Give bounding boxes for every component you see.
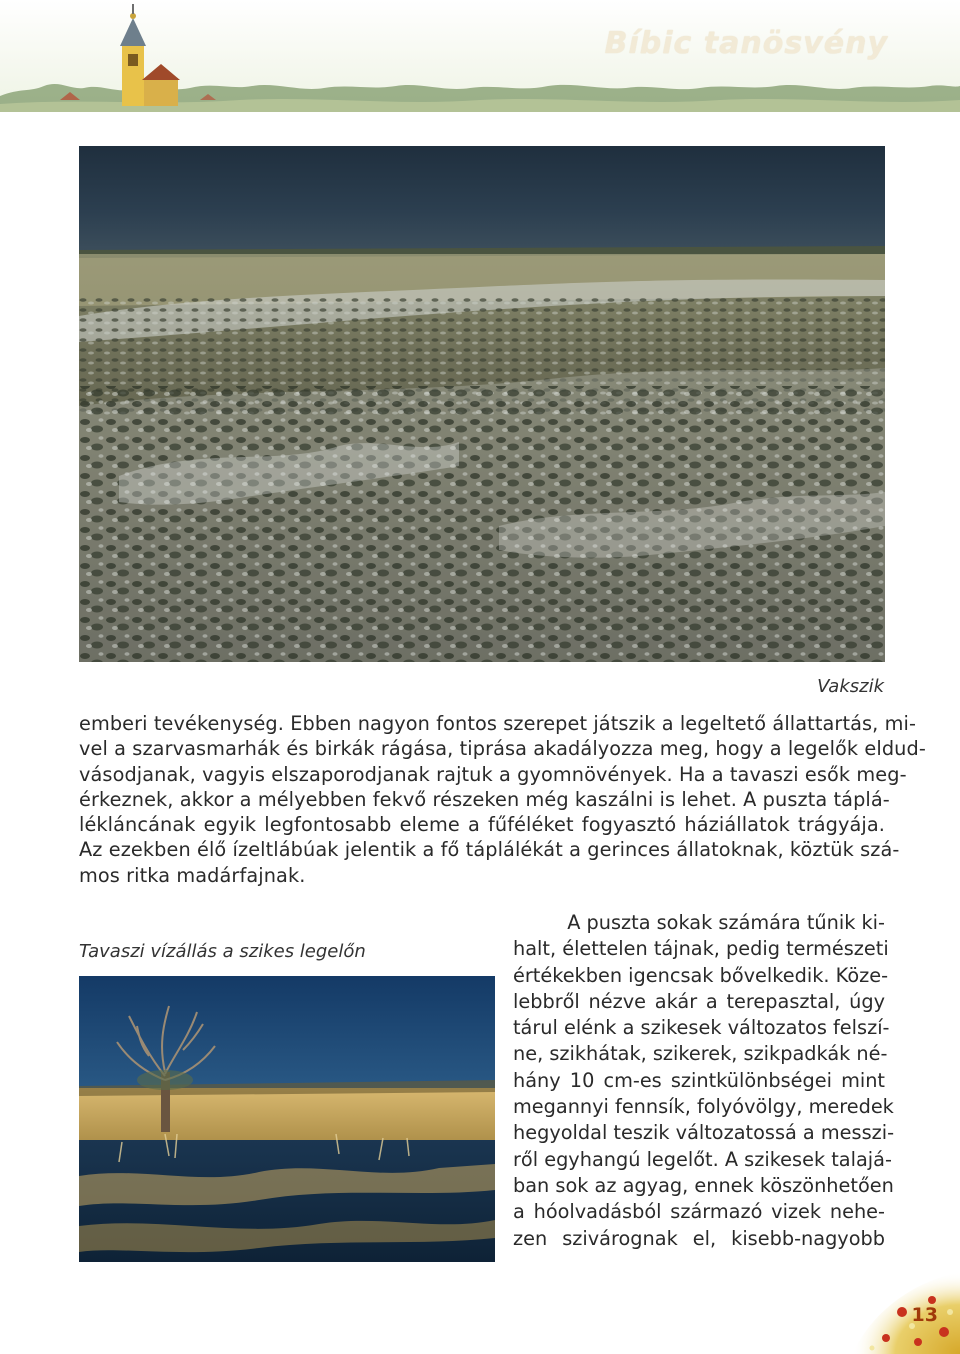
column-line: megannyi fennsík, folyóvölgy, meredek	[513, 1095, 894, 1119]
column-line: A puszta sokak számára tűnik ki-	[567, 911, 885, 934]
body-paragraph	[79, 711, 926, 888]
photo-caption-lake: Tavaszi vízállás a szikes legelőn	[79, 941, 366, 962]
paragraph-line: érkeznek, akkor a mélyebben fekvő részeken még kaszálni is lehet. A puszta táplá-	[79, 787, 890, 811]
column-line: ről egyhangú legelőt. A szikesek talajá-	[513, 1147, 892, 1171]
vakszik-photo	[79, 146, 885, 662]
paragraph-line: emberi tevékenység. Ebben nagyon fontos szerepet játszik a legeltető állattartás, mi-	[79, 712, 917, 735]
column-line: halt, élettelen tájnak, pedig természeti	[513, 937, 889, 961]
flower-corner-decoration	[832, 1272, 960, 1354]
column-line: ne, szikhátak, szikerek, szikpadkák né-	[513, 1042, 888, 1066]
right-column-text	[513, 910, 895, 1252]
column-line: tárul elénk a szikesek változatos felszí-	[513, 1016, 890, 1040]
column-line: zen szivárognak el, kisebb-nagyobb	[513, 1226, 885, 1250]
paragraph-line: Az ezekben élő ízeltlábúak jelentik a fő táplálékát a gerinces állatoknak, köztük szá-	[79, 838, 900, 862]
spring-water-photo	[79, 976, 495, 1262]
column-line: lebbről nézve akár a terepasztal, úgy	[513, 989, 885, 1013]
series-title: Bíbic tanösvény	[604, 26, 888, 61]
column-line: hegyoldal teszik változatossá a messzi-	[513, 1121, 895, 1145]
column-line: értékekben igencsak bővelkedik. Köze-	[513, 963, 889, 987]
photo-caption-vakszik: Vakszik	[817, 676, 884, 697]
column-line: a hóolvadásból származó vizek nehe-	[513, 1200, 885, 1224]
paragraph-line: lékláncának egyik legfontosabb eleme a fűféléket fogyasztó háziállatok trágyája.	[79, 813, 885, 837]
paragraph-line: vel a szarvasmarhák és birkák rágása, tiprása akadályozza meg, hogy a legelők eldud-	[79, 737, 926, 761]
paragraph-line: vásodjanak, vagyis elszaporodjanak rajtuk a gyomnövények. Ha a tavaszi esők meg-	[79, 762, 907, 786]
header-banner	[0, 0, 960, 112]
paragraph-line: mos ritka madárfajnak.	[79, 863, 306, 887]
column-line: hány 10 cm-es szintkülönbségei mint	[513, 1068, 885, 1092]
page-number: 13	[911, 1304, 938, 1326]
column-line: ban sok az agyag, ennek köszönhetően	[513, 1173, 894, 1197]
